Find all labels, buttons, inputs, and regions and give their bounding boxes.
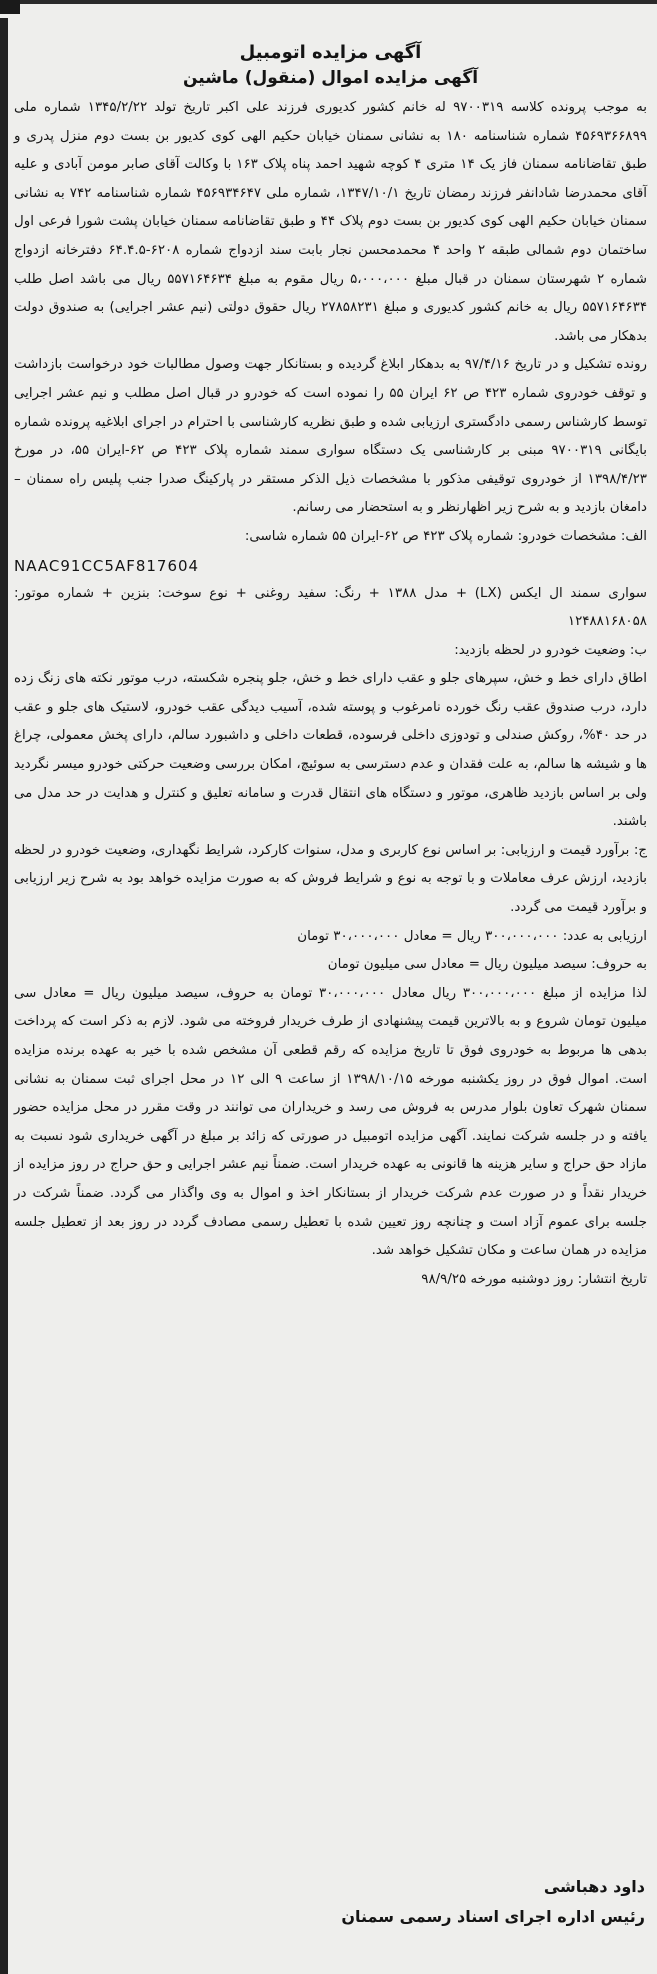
paragraph-valuation: ج: برآورد قیمت و ارزیابی: بر اساس نوع کاربری و مدل، سنوات کارکرد، شرایط نگهداری، وضعیت خودرو در لحظه بازدید، ارزش عرف معاملات و با توجه به نوع و شرایط فروش که به صورت مزایده خواهد بود به شرح زیر ارزیابی و برآورد قیمت می گردد. — [14, 842, 647, 916]
valuation-digits: ارزیابی به عدد: ۳۰۰،۰۰۰،۰۰۰ ریال = معادل ۳۰،۰۰۰،۰۰۰ تومان — [297, 928, 647, 944]
signature-block — [341, 1872, 645, 1932]
paragraph-case: به موجب پرونده کلاسه ۹۷۰۰۳۱۹ له خانم کشور کدیوری فرزند علی اکبر تاریخ تولد ۱۳۴۵/۲/۲۲ شماره ملی ۴۵۶۹۳۶۶۸۹۹ شماره شناسنامه ۱۸۰ به نشانی سمنان خیابان حکیم الهی کوی کدیور بن بست دوم منزل پدری و طبق تقاضانامه سمنان فاز یک ۱۴ متری ۴ کوچه شهید احمد پناه پلاک ۱۶۳ با وکالت آقای صابر مومن آبادی و علیه آقای محمدرضا شادانفر فرزند رمضان تاریخ ۱۳۴۷/۱۰/۱، شماره ملی ۴۵۶۹۳۴۶۴۷ شماره شناسنامه ۷۴۲ به نشانی سمنان خیابان حکیم الهی کوی کدیور بن بست دوم پلاک ۴۴ و طبق تقاضانامه سمنان خیابان پشت شورا فرعی اول ساختمان دوم شمالی طبقه ۲ واحد ۴ محمدمحسن نجار بابت سند ازدواج شماره ۶۲۰۸-۶۴.۴.۵ دفترخانه ازدواج شماره ۲ شهرستان سمنان در قبال مبلغ ۵،۰۰۰،۰۰۰ ریال مقوم به مبلغ ۵۵۷۱۶۴۶۳۴ ریال می باشد اصل طلب ۵۵۷۱۶۴۶۳۴ ریال به خانم کشور کدیوری و مبلغ ۲۷۸۵۸۲۳۱ ریال حقوق دولتی (نیم عشر اجرایی) به صندوق دولت بدهکار می باشد. — [14, 100, 648, 344]
paragraph-vehicle-spec: الف: مشخصات خودرو: شماره پلاک ۴۲۳ ص ۶۲-ایران ۵۵ شماره شاسی: — [244, 528, 647, 544]
chassis-number: NAAC91CC5AF817604 — [14, 556, 200, 575]
publication-date: تاریخ انتشار: روز دوشنبه مورخه ۹۸/۹/۲۵ — [421, 1271, 647, 1287]
paragraph-auction-terms: لذا مزایده از مبلغ ۳۰۰،۰۰۰،۰۰۰ ریال معادل ۳۰،۰۰۰،۰۰۰ تومان به حروف، سیصد میلیون ریال = معادل سی میلیون تومان شروع و به بالاترین قیمت پیشنهادی از طرف خریدار فروخته می شود. لازم به ذکر است که پرداخت بدهی ها مربوط به خودروی فوق تا تاریخ مزایده که رقم قطعی آن مشخص شده با خیر به عهده برنده مزایده است. اموال فوق در روز یکشنبه مورخه ۱۳۹۸/۱۰/۱۵ از ساعت ۹ الی ۱۲ در محل اجرای ثبت سمنان به نشانی سمنان شهرک تعاون بلوار مدرس به فروش می رسد و خریداران می توانند در وقت مقرر در محل مزایده حضور یافته و در جلسه شرکت نمایند. آگهی مزایده اتومبیل در صورتی که زائد بر مبلغ در آگهی خریداری شود نسبت به مازاد حق حراج و سایر هزینه ها قانونی به عهده خریدار است. ضمناً نیم عشر اجرایی و حق حراج در روز مزایده از خریدار نقداً و در صورت عدم شرکت خریدار از بستانکار اخذ و اموال به وی واگذار می گردد. ضمناً شرکت در جلسه برای عموم آزاد است و چنانچه روز تعیین شده با تعطیل رسمی مصادف گردد در روز بعد از تعطیل جلسه مزایده در همان ساعت و مکان تشکیل خواهد شد. — [14, 985, 647, 1259]
notice-body — [14, 40, 647, 1294]
corner-mark — [0, 0, 20, 14]
paragraph-vehicle-model: سواری سمند ال ایکس (LX) + مدل ۱۳۸۸ + رنگ: سفید روغنی + نوع سوخت: بنزین + شماره موتور: ۱۲۴۸۸۱۶۸۰۵۸ — [14, 585, 647, 630]
signer-name: داود دهباشی — [543, 1877, 645, 1896]
paragraph-condition-heading: ب: وضعیت خودرو در لحظه بازدید: — [454, 642, 647, 658]
notice-title: آگهی مزایده اتومبیل — [239, 42, 422, 63]
left-column-rule — [0, 18, 8, 1974]
paragraph-proceedings: رونده تشکیل و در تاریخ ۹۷/۴/۱۶ به بدهکار ابلاغ گردیده و بستانکار جهت وصول مطالبات خود درخواست بازداشت و توقف خودروی شماره ۴۲۳ ص ۶۲ ایران ۵۵ را نموده است که خودرو در قبال اصل مطلب و نیم عشر اجرایی توسط کارشناس رسمی دادگستری ارزیابی شده و طبق نظریه کارشناسی با احترام در اجرای ابلاغیه پرونده شماره بایگانی ۹۷۰۰۳۱۹ مبنی بر کارشناسی یک دستگاه سواری سمند شماره پلاک ۴۲۳ ص ۶۲-ایران ۵۵، در مورخ ۱۳۹۸/۴/۲۳ از خودروی توقیفی مذکور با مشخصات ذیل الذکر مستقر در پارکینگ صدرا جنب پلیس راه سمنان – دامغان بازدید و به شرح زیر اظهارنظر و به استحضار می رسانم. — [14, 357, 648, 516]
notice-subtitle: آگهی مزایده اموال (منقول) ماشین — [182, 68, 479, 88]
valuation-words: به حروف: سیصد میلیون ریال = معادل سی میلیون تومان — [327, 957, 647, 973]
signer-title: رئیس اداره اجرای اسناد رسمی سمنان — [341, 1907, 645, 1926]
top-border — [0, 0, 657, 4]
paragraph-condition: اطاق دارای خط و خش، سپرهای جلو و عقب دارای خط و خش، جلو پنجره شکسته، درب موتور نکته های زنگ زده دارد، درب صندوق عقب رنگ خورده نامرغوب و پوسته شده، آسیب دیدگی عقب خودرو، لاستیک های جلو و عقب در حد ۴۰%، روکش صندلی و تودوزی داخلی فرسوده، قطعات داخلی و داشبورد سالم، دارای پخش معمولی، چراغ ها و شیشه ها سالم، به علت فقدان و عدم دسترسی به سوئیچ، امکان بررسی وضعیت حرکتی خودرو میسر نگردید ولی بر اساس بازدید ظاهری، موتور و دستگاه های انتقال قدرت و سامانه تعلیق و کنترل و هدایت در حد مدل می باشند. — [14, 671, 647, 830]
